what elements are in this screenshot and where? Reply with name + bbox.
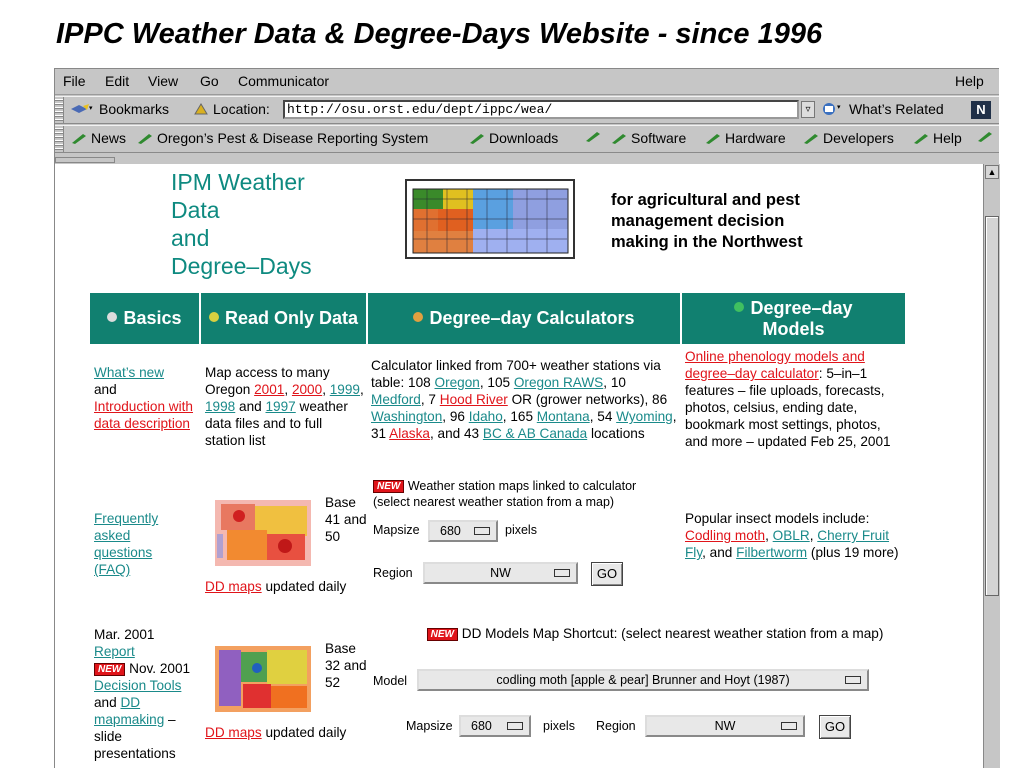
- location-label: Location:: [213, 101, 270, 117]
- mapsize-value: 680: [471, 719, 492, 733]
- bookmark-icon: [137, 132, 153, 144]
- menu-communicator[interactable]: Communicator: [238, 73, 330, 89]
- year-link-1999[interactable]: 1999: [329, 382, 360, 397]
- readonly-base2: Base 32 and 52: [325, 641, 367, 690]
- cherry-fruit-fly-link[interactable]: Cherry Fruit Fly: [685, 528, 890, 560]
- dd-map-image-1: [207, 494, 317, 572]
- bookmark-news-label: News: [91, 130, 127, 146]
- svg-text:▾: ▾: [89, 105, 93, 112]
- tagline-line: for agricultural and pest: [611, 191, 800, 209]
- dropdown-icon: [554, 569, 570, 577]
- tagline-line: management decision: [611, 212, 785, 230]
- calculators-stations-text: [371, 357, 683, 442]
- site-title-line: Degree–Days: [171, 253, 312, 279]
- wyoming-link[interactable]: Wyoming: [616, 409, 673, 424]
- station-maps-note: [373, 478, 673, 510]
- header-read-only: [201, 293, 366, 344]
- readonly-intro: Map access to many Oregon: [205, 365, 330, 397]
- header-basics: [90, 293, 199, 344]
- bookmark-icon: [705, 132, 721, 144]
- bookmark-hardware[interactable]: [705, 130, 786, 146]
- dd-mapmaking-link[interactable]: DD mapmaking: [94, 695, 165, 727]
- model-value: codling moth [apple & pear] Brunner and Hoyt (1987): [496, 673, 790, 687]
- washington-link[interactable]: Washington: [371, 409, 443, 424]
- location-toolbar: [55, 96, 999, 124]
- scrollbar-thumb[interactable]: [985, 216, 999, 596]
- url-input[interactable]: http://osu.orst.edu/dept/ippc/wea/: [283, 100, 799, 119]
- idaho-link[interactable]: Idaho: [468, 409, 503, 424]
- new-badge: NEW: [427, 628, 458, 641]
- slides-text: – slide presentations: [94, 712, 176, 761]
- header-calculators: [368, 293, 680, 344]
- mapsize-select[interactable]: [428, 520, 498, 542]
- tagline-line: making in the Northwest: [611, 233, 803, 251]
- netscape-logo[interactable]: N: [971, 101, 991, 119]
- whats-related-label: What’s Related: [849, 101, 944, 117]
- alaska-link[interactable]: Alaska: [389, 426, 430, 441]
- bookmarks-icon: [69, 103, 95, 115]
- shortcut-text: DD Models Map Shortcut: (select nearest weather station from a map): [461, 626, 884, 641]
- calc-intro: Calculator linked from 700+ weather stations via table: 108: [371, 358, 661, 390]
- basics-block-2: [94, 510, 186, 578]
- personal-toolbar: [55, 125, 999, 153]
- and-text: , and: [702, 545, 733, 560]
- mapsize-value: 680: [440, 524, 461, 538]
- more-text: (plus 19 more): [810, 545, 899, 560]
- model-select[interactable]: [417, 669, 869, 691]
- bc-ab-canada-link[interactable]: BC & AB Canada: [482, 426, 588, 441]
- count-text: locations: [590, 426, 645, 441]
- count-text: OR (grower networks), 86: [511, 392, 668, 407]
- region-value: NW: [490, 566, 511, 580]
- dd-maps-link[interactable]: DD maps: [205, 725, 262, 740]
- count-text: , 7: [420, 392, 436, 407]
- region-map-graphic: [407, 181, 573, 257]
- readonly-ddmaps-2: [205, 724, 365, 741]
- bullet-icon: [734, 302, 744, 312]
- dropdown-icon: [474, 527, 490, 535]
- year-link-1997[interactable]: 1997: [265, 399, 296, 414]
- bookmark-icon: [803, 132, 819, 144]
- oregon-link[interactable]: Oregon: [434, 375, 480, 390]
- vertical-scrollbar[interactable]: [983, 164, 1000, 768]
- menu-file[interactable]: File: [63, 73, 86, 89]
- medford-link[interactable]: Medford: [371, 392, 421, 407]
- mapsize-label: Mapsize: [373, 523, 420, 537]
- popular-text: Popular insect models include:: [685, 511, 870, 526]
- year-link-2000[interactable]: 2000: [291, 382, 323, 397]
- bookmark-downloads-label: Downloads: [489, 130, 559, 146]
- region-select-2[interactable]: [645, 715, 805, 737]
- dd-map-thumbnail-2[interactable]: [207, 640, 317, 718]
- url-dropdown-icon[interactable]: ▿: [801, 101, 815, 118]
- bookmarks-button[interactable]: [69, 101, 169, 117]
- site-title-line: and: [171, 225, 210, 251]
- location-icon: [193, 102, 209, 116]
- bookmark-oregon-pest[interactable]: [137, 130, 428, 146]
- models-features: : 5–in–1 features – file uploads, forecasts, photos, celsius, ending date, bookmark most settings, photos, and more – updated Feb 25, 2001: [685, 366, 891, 449]
- bookmark-icon: [977, 130, 993, 142]
- nov-date: Nov. 2001: [129, 661, 191, 676]
- bookmark-downloads[interactable]: [469, 130, 558, 146]
- region-label-2: Region: [596, 719, 636, 733]
- northwest-region-map[interactable]: [405, 179, 575, 259]
- browser-window: [54, 68, 999, 768]
- dropdown-icon: [845, 676, 861, 684]
- dd-map-thumbnail-1[interactable]: [207, 494, 317, 572]
- readonly-ddmaps-1: [205, 578, 365, 595]
- report-date: Mar. 2001: [94, 627, 155, 642]
- menu-go[interactable]: Go: [200, 73, 219, 89]
- models-block-1: [685, 348, 907, 450]
- codling-moth-link[interactable]: Codling moth: [685, 528, 766, 543]
- bullet-icon: [209, 312, 219, 322]
- bookmark-icon: [585, 130, 601, 142]
- readonly-block-1: Map access to many Oregon 2001, 2000, 1999, 1998 and 1997 weather data files and to full station list: [205, 365, 364, 448]
- bookmark-software[interactable]: [611, 130, 686, 146]
- readonly-base1: Base 41 and 50: [325, 495, 367, 544]
- header-calculators-label: Degree–day Calculators: [429, 308, 635, 328]
- dd-models-shortcut: [385, 625, 925, 642]
- dropdown-icon: [781, 722, 797, 730]
- bookmark-software-label: Software: [631, 130, 687, 146]
- go-button[interactable]: GO: [591, 562, 623, 586]
- filbertworm-link[interactable]: Filbertworm: [736, 545, 808, 560]
- bookmark-developers-label: Developers: [823, 130, 894, 146]
- site-title-line: IPM Weather: [171, 169, 305, 195]
- count-text: , 96: [442, 409, 465, 424]
- region-label: Region: [373, 566, 413, 580]
- bookmark-oregon-pest-label: Oregon’s Pest & Disease Reporting System: [157, 130, 429, 146]
- menu-edit[interactable]: Edit: [105, 73, 130, 89]
- menu-help[interactable]: Help: [955, 73, 984, 89]
- report-link[interactable]: Report: [94, 644, 135, 659]
- bullet-icon: [413, 312, 423, 322]
- bookmark-overflow[interactable]: [977, 130, 993, 142]
- year-link-1998[interactable]: 1998: [205, 399, 236, 414]
- whats-new-link[interactable]: What’s new: [94, 365, 165, 380]
- and-text: and: [94, 695, 117, 710]
- whats-related-button[interactable]: [821, 101, 944, 117]
- svg-text:▾: ▾: [837, 104, 841, 111]
- count-text: , 31: [371, 409, 677, 441]
- oregon-raws-link[interactable]: Oregon RAWS: [513, 375, 604, 390]
- oblr-link[interactable]: OBLR: [772, 528, 810, 543]
- bookmark-icon: [913, 132, 929, 144]
- toolbar-grip[interactable]: [55, 97, 64, 123]
- dd-maps-link[interactable]: DD maps: [205, 579, 262, 594]
- count-text: , 54: [589, 409, 613, 424]
- whats-related-icon: [821, 102, 845, 116]
- bookmarks-label: Bookmarks: [99, 101, 170, 117]
- bookmark-icon: [469, 132, 485, 144]
- header-basics-label: Basics: [123, 308, 182, 328]
- updated-text: updated daily: [265, 725, 347, 740]
- slide-title: IPPC Weather Data & Degree-Days Website - since 1996: [56, 18, 823, 50]
- faq-link[interactable]: Frequently asked questions (FAQ): [94, 511, 159, 577]
- site-title-line: Data: [171, 197, 220, 223]
- year-link-2001[interactable]: 2001: [254, 382, 285, 397]
- site-tagline: [611, 190, 803, 253]
- dd-map-image-2: [207, 640, 317, 718]
- count-text: , 10: [603, 375, 626, 390]
- and-text: and: [239, 399, 262, 414]
- readonly-tail: weather data files and to full station list: [205, 399, 348, 448]
- updated-text: updated daily: [265, 579, 347, 594]
- bookmark-icon: [611, 132, 627, 144]
- models-block-2: Popular insect models include: Codling moth, OBLR, Cherry Fruit Fly, and Filbertworm (plus 19 more): [685, 511, 899, 560]
- model-label: Model: [373, 674, 408, 688]
- basics-block-1: [94, 364, 194, 432]
- basics-block-3: [94, 626, 202, 762]
- bookmark-help-label: Help: [933, 130, 962, 146]
- header-read-only-label: Read Only Data: [224, 308, 359, 328]
- bookmark-unnamed[interactable]: [585, 130, 605, 142]
- bookmark-help[interactable]: [913, 130, 962, 146]
- dropdown-icon: [507, 722, 523, 730]
- bookmark-icon: [71, 132, 87, 144]
- site-title: [171, 168, 312, 280]
- decision-tools-link[interactable]: Decision Tools: [94, 678, 182, 693]
- header-models-label: Degree–day Models: [750, 297, 853, 339]
- mapsize-select-2[interactable]: [459, 715, 531, 737]
- toolbar-grip-2[interactable]: [55, 126, 64, 152]
- new-badge: NEW: [373, 480, 404, 493]
- pixels-label-2: pixels: [543, 719, 575, 733]
- hood-river-link[interactable]: Hood River: [439, 392, 508, 407]
- count-text: , and 43: [429, 426, 480, 441]
- header-models: [682, 293, 905, 344]
- new-badge: NEW: [94, 663, 125, 676]
- introduction-link[interactable]: Introduction with data description: [94, 399, 193, 431]
- location-label-group: [193, 101, 270, 117]
- menu-view[interactable]: View: [148, 73, 179, 89]
- mapsize-label-2: Mapsize: [406, 719, 453, 733]
- bullet-icon: [107, 312, 117, 322]
- count-text: , 165: [502, 409, 534, 424]
- online-models-link[interactable]: Online phenology models and degree–day calculator: [685, 349, 865, 381]
- region-value: NW: [714, 719, 736, 733]
- count-text: , 105: [479, 375, 511, 390]
- menu-bar: [55, 69, 999, 95]
- collapsed-toolbar-tab[interactable]: [55, 157, 115, 163]
- bookmark-developers[interactable]: [803, 130, 894, 146]
- and-text: and: [94, 382, 117, 397]
- pixels-label: pixels: [505, 523, 537, 537]
- go-button-2[interactable]: GO: [819, 715, 851, 739]
- web-page: [55, 164, 983, 768]
- bookmark-hardware-label: Hardware: [725, 130, 786, 146]
- region-select[interactable]: [423, 562, 578, 584]
- station-maps-text: Weather station maps linked to calculator (select nearest weather station from a map): [373, 479, 637, 509]
- montana-link[interactable]: Montana: [536, 409, 590, 424]
- bookmark-news[interactable]: [71, 130, 126, 146]
- scroll-up-icon[interactable]: ▲: [985, 165, 999, 179]
